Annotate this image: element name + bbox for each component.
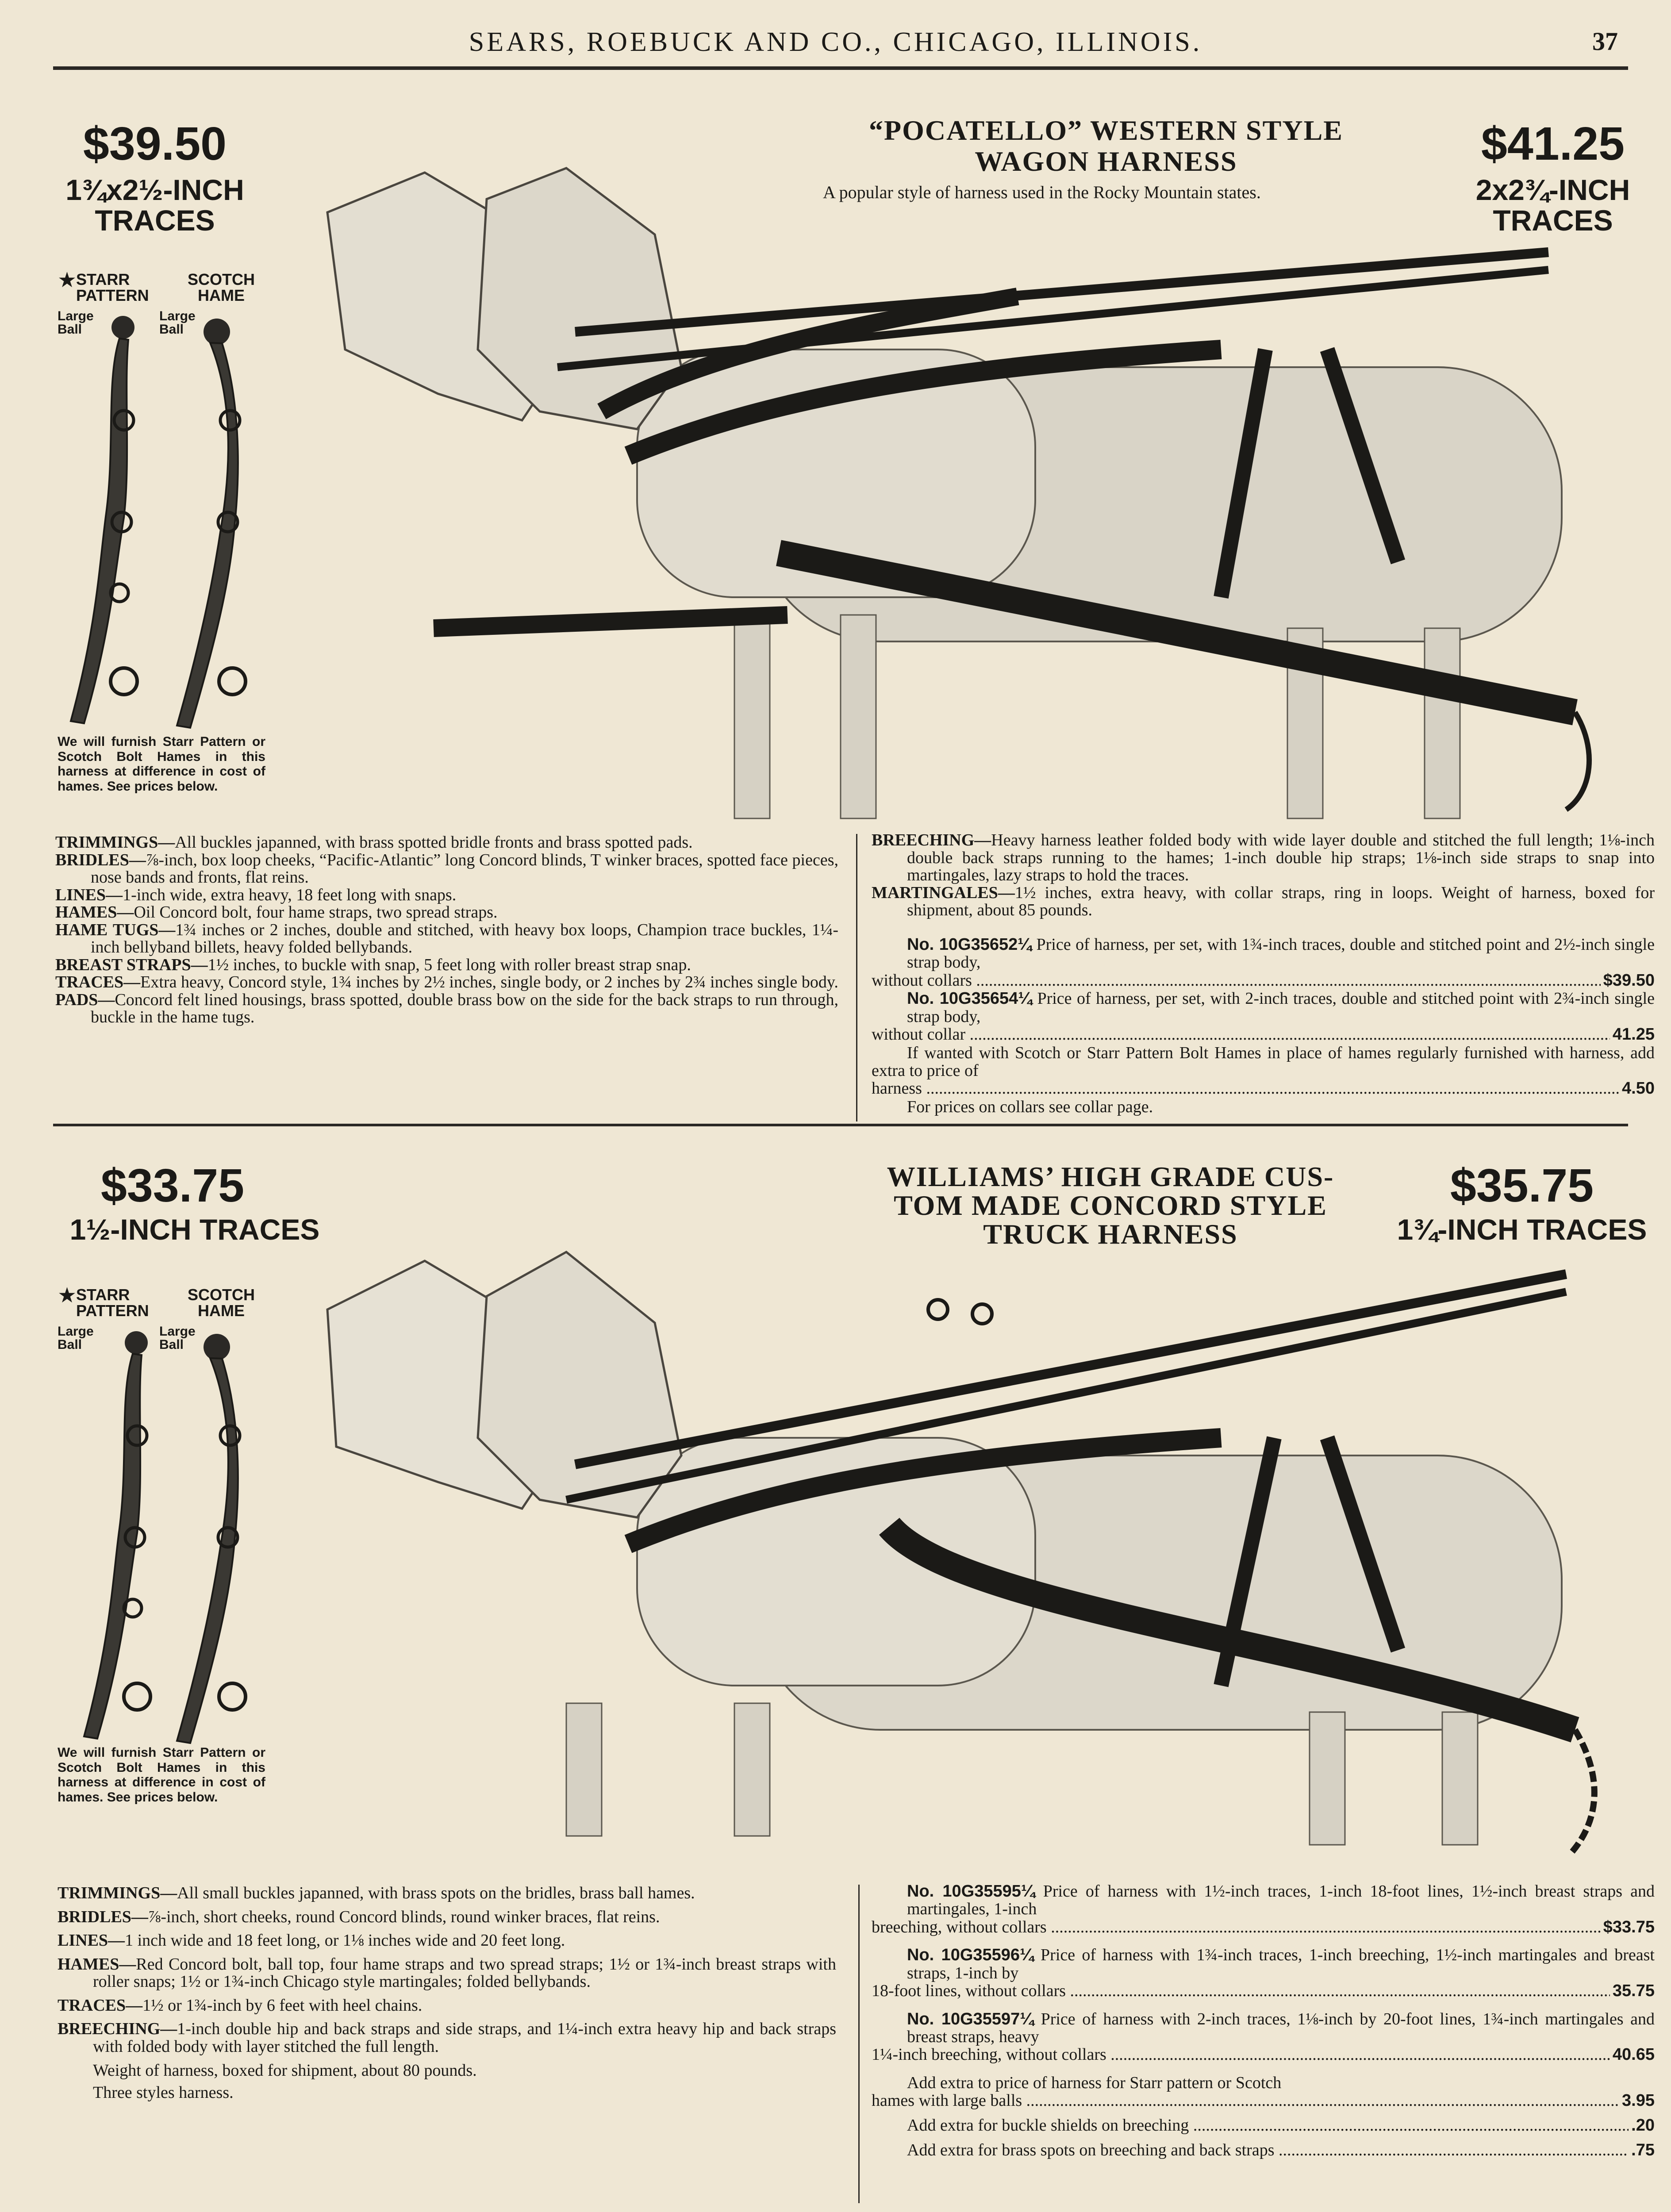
spec-breeching: BREECHING—Heavy harness leather folded body with wide layer double and stitched the full length; 1⅛-inch double back straps running to the hames; 1-inch double hip straps; 1⅛-inch side straps to snap into martingales, lazy straps to hold the traces. xyxy=(872,831,1655,885)
extra-brass-spots-price: .75 xyxy=(1631,2140,1655,2159)
section-divider xyxy=(53,1124,1628,1126)
section1-price-list xyxy=(872,936,1655,1116)
item-10G35654: No. 10G35654¼ Price of harness, per set, with 2-inch traces, double and stitched point with 2¾-inch single strap body, xyxy=(907,989,1655,1026)
item-10G35596: No. 10G35596¼ Price of harness with 1¾-inch traces, 1-inch breeching, 1½-inch martingales and breast straps, 1-inch by xyxy=(907,1946,1655,1982)
section1-traces-left: 1¾x2½-INCH TRACES xyxy=(65,173,244,237)
section1-column-divider xyxy=(856,834,857,1121)
page-header: SEARS, ROEBUCK AND CO., CHICAGO, ILLINOIS. xyxy=(469,27,1202,57)
section1-specs-right xyxy=(872,832,1655,919)
section1-subtitle: A popular style of harness used in the Rocky Mountain states. xyxy=(823,182,1261,202)
spec-traces: TRACES—Extra heavy, Concord style, 1¾ inches by 2½ inches, single body, or 2 inches by 2¾ inches single body. xyxy=(55,973,838,992)
section2-traces-left: 1½-INCH TRACES xyxy=(69,1213,320,1246)
starr-star-icon-2: ★ xyxy=(58,1284,77,1307)
extra-buckle-shields-price: .20 xyxy=(1631,2116,1655,2135)
section1-hames-note: We will furnish Starr Pattern or Scotch Bolt Hames in this harness at difference in cost of hames. See prices below. xyxy=(58,734,265,794)
section2-title-line3: TRUCK HARNESS xyxy=(983,1218,1238,1250)
section2-title-line2: TOM MADE CONCORD STYLE xyxy=(894,1190,1327,1221)
section1-hames-block xyxy=(58,270,288,814)
item-10G35654-price-row: without collar ..... 41.25 xyxy=(872,1025,1655,1044)
section2-scotch-ball-label: Large Ball xyxy=(159,1324,196,1352)
section1-title-line1: “POCATELLO” WESTERN STYLE xyxy=(869,115,1343,146)
extra-hames-text: If wanted with Scotch or Starr Pattern Bolt Hames in place of hames regularly furnished with harness, add extra to price of xyxy=(872,1043,1655,1080)
collars-note: For prices on collars see collar page. xyxy=(907,1097,1153,1116)
spec2-trimmings: TRIMMINGS—All small buckles japanned, with brass spots on the bridles, brass ball hames. xyxy=(58,1884,695,1902)
spec-trimmings: TRIMMINGS—All buckles japanned, with brass spotted bridle fronts and brass spotted pads. xyxy=(55,833,693,852)
section1-specs-left xyxy=(55,834,838,1026)
extra-starr-scotch-price: 3.95 xyxy=(1622,2091,1655,2110)
item-10G35596-price-row: 18-foot lines, without collars ..... 35.75 xyxy=(872,1982,1655,2001)
item-10G35652: No. 10G35652¼ Price of harness, per set, with 1¾-inch traces, double and stitched point and 2½-inch single strap body, xyxy=(907,935,1655,972)
section2-starr-label: STARR PATTERN xyxy=(76,1286,149,1320)
item-10G35595-price: $33.75 xyxy=(1603,1917,1655,1936)
spec2-hames: HAMES—Red Concord bolt, ball top, four hame straps and two spread straps; 1½ or 1¾-inch breast straps with roller snaps; 1½ or 1¾-inch Chicago style martingales; folded bellybands. xyxy=(58,1955,836,1991)
section1-price-left: $39.50 xyxy=(83,118,227,170)
item-10G35595: No. 10G35595¼ Price of harness with 1½-inch traces, 1-inch 18-foot lines, 1½-inch breast straps and martingales, 1-inch xyxy=(907,1882,1655,1919)
section2-price-list xyxy=(872,1882,1655,2160)
item-10G35596-price: 35.75 xyxy=(1612,1981,1655,2000)
section2-styles: Three styles harness. xyxy=(93,2083,234,2102)
section1-scotch-label: SCOTCH HAME xyxy=(188,270,255,304)
item-10G35652-price: $39.50 xyxy=(1603,971,1655,990)
item-10G35597: No. 10G35597¼ Price of harness with 2-inch traces, 1⅛-inch by 20-foot lines, 1¾-inch martingales and breast straps, heavy xyxy=(907,2009,1655,2046)
section1-horses-illustration xyxy=(292,119,1633,836)
header-rule xyxy=(53,66,1628,70)
item-10G35654-price: 41.25 xyxy=(1612,1025,1655,1044)
starr-hame-icon-2 xyxy=(84,1331,150,1739)
starr-hame-icon xyxy=(71,316,137,723)
spec-lines: LINES—1-inch wide, extra heavy, 18 feet long with snaps. xyxy=(55,885,457,904)
extra-buckle-shields-row: Add extra for buckle shields on breeching ..... .20 xyxy=(872,2116,1655,2135)
section1-starr-ball-label: Large Ball xyxy=(58,309,94,337)
spec2-traces: TRACES—1½ or 1¾-inch by 6 feet with heel chains. xyxy=(58,1996,423,2015)
spec-hame-tugs: HAME TUGS—1¾ inches or 2 inches, double and stitched, with heavy box loops, Champion trace buckles, 1¼-inch bellyband billets, heavy folded bellybands. xyxy=(55,920,838,957)
extra-hames-price: 4.50 xyxy=(1622,1079,1655,1098)
section1-scotch-ball-label: Large Ball xyxy=(159,309,196,337)
scotch-hame-icon-2 xyxy=(177,1334,246,1743)
section2-hames-note: We will furnish Starr Pattern or Scotch Bolt Hames in this harness at difference in cost of hames. See prices below. xyxy=(58,1745,265,1805)
section2-starr-ball-label: Large Ball xyxy=(58,1324,94,1352)
spec2-lines: LINES—1 inch wide and 18 feet long, or 1⅛ inches wide and 20 feet long. xyxy=(58,1931,565,1950)
section2-scotch-label: SCOTCH HAME xyxy=(188,1286,255,1320)
section2-specs-left xyxy=(58,1885,836,2102)
section2-hames-block xyxy=(58,1285,288,1829)
section2-title-line1: WILLIAMS’ HIGH GRADE CUS- xyxy=(887,1161,1334,1192)
item-10G35597-price-row: 1¼-inch breeching, without collars ..... 40.65 xyxy=(872,2046,1655,2064)
section2-column-divider xyxy=(858,1885,860,2203)
section2-price-left: $33.75 xyxy=(100,1160,245,1212)
extra-brass-spots-row: Add extra for brass spots on breeching and back straps ..... .75 xyxy=(872,2141,1655,2160)
section1-starr-label: STARR PATTERN xyxy=(76,270,149,304)
item-10G35652-price-row: without collars ..... $39.50 xyxy=(872,972,1655,990)
section1-hames-illustration xyxy=(58,314,288,734)
extra-hames-price-row: harness ..... 4.50 xyxy=(872,1079,1655,1098)
spec-bridles: BRIDLES—⅞-inch, box loop cheeks, “Pacific-Atlantic” long Concord blinds, T winker braces, spotted face pieces, nose bands and fronts, flat reins. xyxy=(55,850,838,887)
item-10G35595-price-row: breeching, without collars ..... $33.75 xyxy=(872,1918,1655,1937)
section2-price-right: $35.75 xyxy=(1450,1160,1594,1212)
spec-breast-straps: BREAST STRAPS—1½ inches, to buckle with snap, 5 feet long with roller breast strap snap. xyxy=(55,955,691,974)
scotch-hame-icon xyxy=(177,319,246,728)
section2-hames-illustration xyxy=(58,1329,288,1750)
section2-weight: Weight of harness, boxed for shipment, about 80 pounds. xyxy=(93,2061,477,2080)
spec2-bridles: BRIDLES—⅞-inch, short cheeks, round Concord blinds, round winker braces, flat reins. xyxy=(58,1907,660,1926)
extra-starr-scotch-price-row: hames with large balls ..... 3.95 xyxy=(872,2092,1655,2110)
item-10G35597-price: 40.65 xyxy=(1612,2045,1655,2064)
page-number: 37 xyxy=(1592,27,1618,56)
spec-pads: PADS—Concord felt lined housings, brass spotted, double brass bow on the side for the back straps to run through, buckle in the hame tugs. xyxy=(55,990,838,1027)
extra-starr-scotch-text: Add extra to price of harness for Starr pattern or Scotch xyxy=(907,2073,1282,2092)
spec-hames: HAMES—Oil Concord bolt, four hame straps, two spread straps. xyxy=(55,903,498,922)
spec2-breeching: BREECHING—1-inch double hip and back straps and side straps, and 1¼-inch extra heavy hip and back straps with folded body with layer stitched the full length. xyxy=(58,2020,836,2056)
spec-martingales: MARTINGALES—1½ inches, extra heavy, with collar straps, ring in loops. Weight of harness, boxed for shipment, about 85 pounds. xyxy=(872,883,1655,920)
section2-traces-right: 1¾-INCH TRACES xyxy=(1397,1213,1647,1246)
section1-title-line2: WAGON HARNESS xyxy=(975,146,1237,177)
section1-price-right: $41.25 xyxy=(1481,118,1625,170)
section2-horses-illustration xyxy=(292,1164,1633,1880)
starr-star-icon: ★ xyxy=(58,269,77,292)
section1-traces-right: 2x2¾-INCH TRACES xyxy=(1475,173,1630,237)
